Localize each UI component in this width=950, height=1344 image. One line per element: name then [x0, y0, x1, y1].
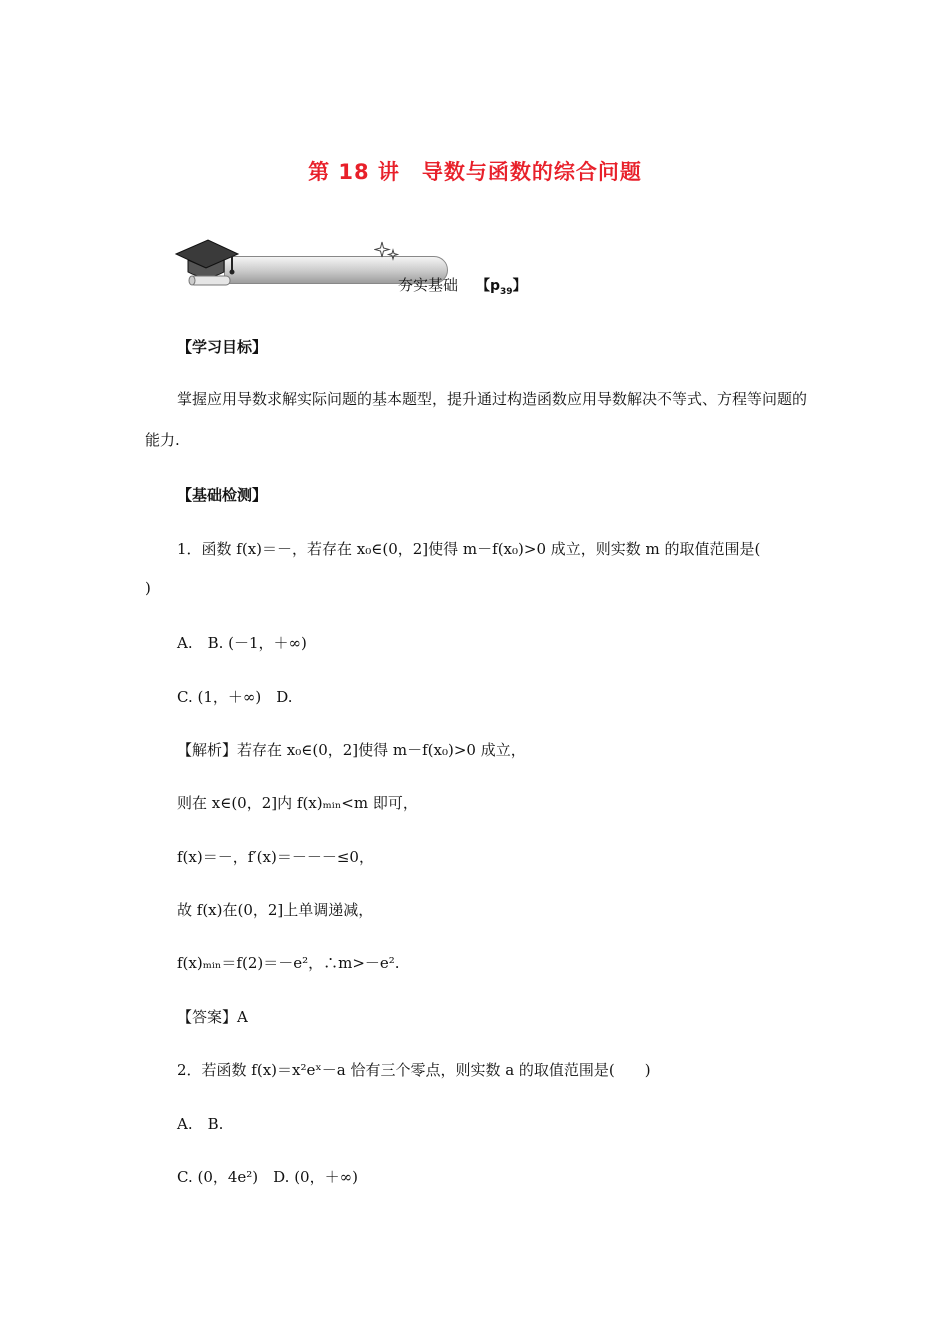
- section-goals-heading: 【学习目标】: [177, 338, 268, 356]
- page-title: 第 18 讲 导数与函数的综合问题: [308, 160, 642, 184]
- section-banner: [172, 236, 572, 296]
- q1-stem-line2: ): [145, 579, 151, 597]
- sparkle-icon: [374, 240, 400, 264]
- q1-analysis-line: f(x)＝－，f′(x)＝－－－≤0，: [177, 848, 374, 866]
- page-ref-open: 【p: [476, 278, 501, 294]
- banner-label: [398, 274, 527, 297]
- q1-options-ab: A. B. (－1，＋∞): [177, 634, 307, 652]
- q1-analysis-line: 【解析】若存在 x₀∈(0，2]使得 m－f(x₀)>0 成立，: [177, 741, 526, 759]
- q1-analysis-line: 则在 x∈(0，2]内 f(x)ₘᵢₙ<m 即可，: [177, 794, 418, 812]
- page-ref: [476, 278, 527, 297]
- q2-options-ab: A. B.: [177, 1115, 224, 1133]
- q1-analysis-line: f(x)ₘᵢₙ＝f(2)＝－e²，∴m>－e².: [177, 954, 400, 972]
- page-ref-num: 39: [500, 286, 513, 297]
- section-check-heading: 【基础检测】: [177, 486, 268, 504]
- q2-stem: 2．若函数 f(x)＝x²eˣ－a 恰有三个零点，则实数 a 的取值范围是( ): [177, 1061, 651, 1079]
- page-ref-close: 】: [512, 278, 527, 294]
- q1-analysis-line: 故 f(x)在(0，2]上单调递减，: [177, 901, 374, 919]
- banner-title: 夯实基础: [398, 276, 459, 294]
- q1-options-cd: C. (1，＋∞) D.: [177, 688, 293, 706]
- graduation-cap-icon: [172, 236, 242, 292]
- q2-options-cd: C. (0，4e²) D. (0，＋∞): [177, 1168, 358, 1186]
- q1-stem-line1: 1．函数 f(x)＝－，若存在 x₀∈(0，2]使得 m－f(x₀)>0 成立，则实数 m 的取值范围是(: [177, 540, 761, 558]
- q1-answer: 【答案】A: [177, 1008, 248, 1026]
- goals-text: 掌握应用导数求解实际问题的基本题型，提升通过构造函数应用导数解决不等式、方程等问题的能力.: [145, 390, 808, 449]
